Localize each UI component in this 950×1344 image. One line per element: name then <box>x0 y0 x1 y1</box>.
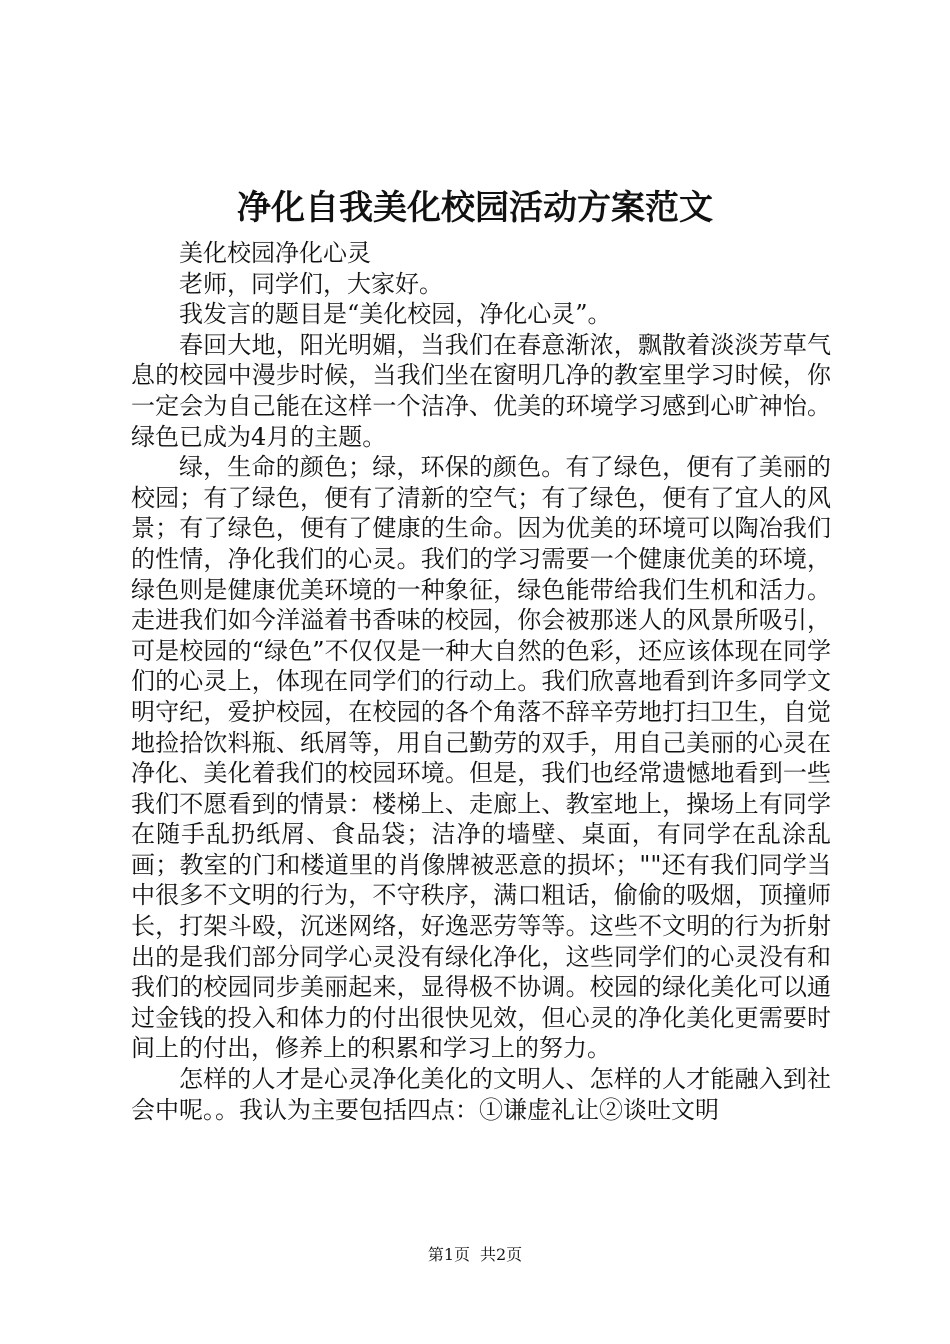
page-number: 第1页 <box>427 1245 470 1264</box>
page-total: 共2页 <box>480 1245 523 1264</box>
page-footer <box>0 1243 950 1267</box>
paragraph: 美化校园净化心灵 <box>179 239 371 267</box>
paragraph: 绿，生命的颜色；绿，环保的颜色。有了绿色，便有了美丽的校园；有了绿色，便有了清新的空气；有了绿色，便有了宜人的风景；有了绿色，便有了健康的生命。因为优美的环境可以陶冶我们的性情，净化我们的心灵。我们的学习需要一个健康优美的环境，绿色则是健康优美环境的一种象征，绿色能带给我们生机和活力。走进我们如今洋溢着书香味的校园，你会被那迷人的风景所吸引，可是校园的“绿色”不仅仅是一种大自然的色彩，还应该体现在同学们的心灵上，体现在同学们的行动上。我们欣喜地看到许多同学文明守纪，爱护校园，在校园的各个角落不辞辛劳地打扫卫生，自觉地捡拾饮料瓶、纸屑等，用自己勤劳的双手，用自己美丽的心灵在净化、美化着我们的校园环境。但是，我们也经常遗憾地看到一些我们不愿看到的情景：楼梯上、走廊上、教室地上，操场上有同学在随手乱扔纸屑、食品袋；洁净的墙壁、桌面，有同学在乱涂乱画；教室的门和楼道里的肖像牌被恶意的损坏；""还有我们同学当中很多不文明的行为，不守秩序，满口粗话，偷偷的吸烟，顶撞师长，打架斗殴，沉迷网络，好逸恶劳等等。这些不文明的行为折射出的是我们部分同学心灵没有绿化净化，这些同学们的心灵没有和我们的校园同步美丽起来，显得极不协调。校园的绿化美化可以通过金钱的投入和体力的付出很快见效，但心灵的净化美化更需要时间上的付出，修养上的积累和学习上的努力。 <box>131 453 831 1063</box>
document-body <box>131 238 831 1125</box>
paragraph: 怎样的人才是心灵净化美化的文明人、怎样的人才能融入到社会中呢。。我认为主要包括四点：①谦虚礼让②谈吐文明 <box>131 1065 831 1124</box>
paragraph: 老师，同学们，大家好。 <box>179 269 443 298</box>
paragraph: 我发言的题目是“美化校园，净化心灵”。 <box>179 300 612 329</box>
document-title: 净化自我美化校园活动方案范文 <box>237 188 713 228</box>
paragraph: 春回大地，阳光明媚，当我们在春意渐浓，飘散着淡淡芳草气息的校园中漫步时候，当我们坐在窗明几净的教室里学习时候，你一定会为自己能在这样一个洁净、优美的环境学习感到心旷神怡。绿色已成为4月的主题。 <box>131 330 831 451</box>
